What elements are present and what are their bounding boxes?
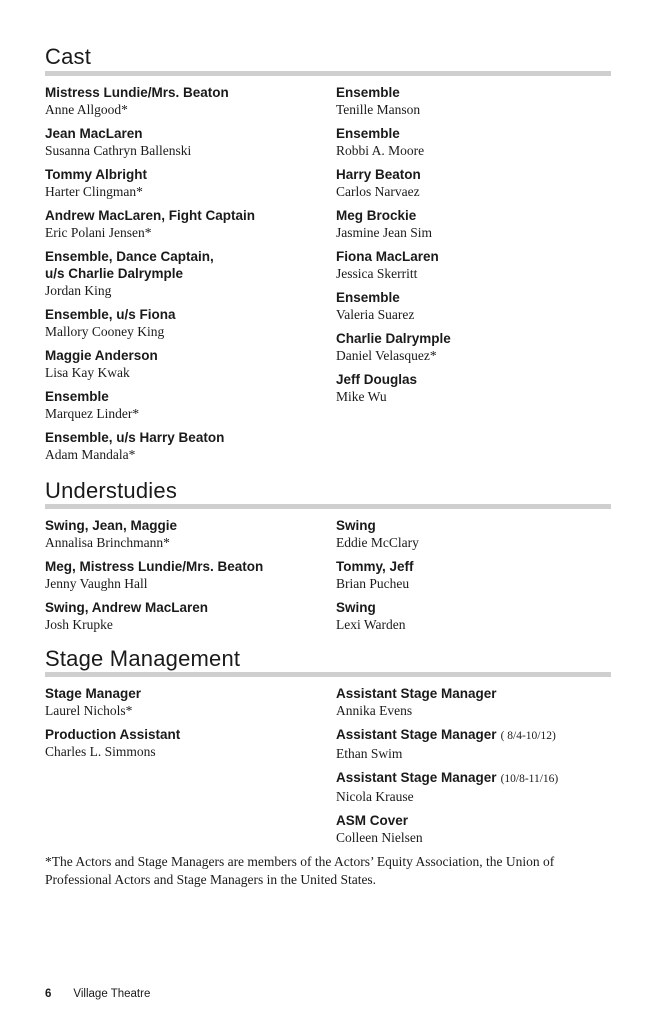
crew-name: Charles L. Simmons [45, 744, 156, 759]
cast-entry [45, 166, 325, 200]
role-label-continued: u/s Charlie Dalrymple [45, 266, 184, 281]
cast-entry [336, 330, 616, 364]
role-label: Ensemble, u/s Harry Beaton [45, 430, 225, 445]
performer-name: Valeria Suarez [336, 307, 415, 322]
section-title-cast: Cast [45, 44, 92, 69]
page-number: 6 [45, 988, 52, 1000]
performer-name: Carlos Narvaez [336, 184, 420, 199]
role-label: Ensemble, Dance Captain, [45, 249, 214, 264]
performer-name: Marquez Linder* [45, 406, 140, 421]
cast-entry [45, 388, 325, 422]
crew-entry [336, 726, 616, 762]
crew-entry [336, 812, 616, 846]
crew-name: Colleen Nielsen [336, 830, 423, 845]
cast-entry [45, 306, 325, 340]
performer-name: Jasmine Jean Sim [336, 225, 432, 240]
understudy-entry [336, 558, 616, 592]
crew-name: Laurel Nichols* [45, 703, 133, 718]
performer-name: Jenny Vaughn Hall [45, 576, 148, 591]
performer-name: Eddie McClary [336, 535, 419, 550]
role-label [336, 726, 616, 745]
performer-name: Susanna Cathryn Ballenski [45, 143, 192, 158]
role-label: Meg Brockie [336, 208, 417, 223]
cast-entry [45, 347, 325, 381]
performer-name: Jessica Skerritt [336, 266, 418, 281]
performer-name: Josh Krupke [45, 617, 113, 632]
understudies-left-column [45, 517, 325, 640]
understudies-right-column [336, 517, 616, 640]
role-label: Ensemble [336, 85, 400, 100]
performer-name: Lexi Warden [336, 617, 406, 632]
performer-name: Anne Allgood* [45, 102, 128, 117]
understudy-entry [45, 558, 325, 592]
cast-entry [336, 166, 616, 200]
cast-entry [45, 84, 325, 118]
performer-name: Mallory Cooney King [45, 324, 165, 339]
crew-entry [336, 769, 616, 805]
performer-name: Robbi A. Moore [336, 143, 425, 158]
cast-entry [336, 289, 616, 323]
publication-name: Village Theatre [73, 988, 151, 1000]
role-label: Ensemble [336, 126, 400, 141]
date-range-note: (10/8-11/16) [500, 773, 559, 785]
role-label: Swing, Jean, Maggie [45, 518, 178, 533]
performer-name: Brian Pucheu [336, 576, 410, 591]
role-label: Ensemble, u/s Fiona [45, 307, 176, 322]
cast-entry [45, 429, 325, 463]
understudy-entry [45, 599, 325, 633]
role-label: Jean MacLaren [45, 126, 143, 141]
role-label: ASM Cover [336, 813, 409, 828]
role-label: Andrew MacLaren, Fight Captain [45, 208, 256, 223]
performer-name: Mike Wu [336, 389, 387, 404]
section-title-stage-management: Stage Management [45, 646, 241, 671]
crew-entry [45, 726, 325, 760]
role-label: Swing, Andrew MacLaren [45, 600, 209, 615]
cast-entry [336, 84, 616, 118]
cast-entry [336, 371, 616, 405]
role-label: Swing [336, 518, 376, 533]
understudy-entry [336, 599, 616, 633]
performer-name: Harter Clingman* [45, 184, 143, 199]
cast-entry [45, 207, 325, 241]
performer-name: Jordan King [45, 283, 112, 298]
cast-left-column [45, 84, 325, 470]
equity-footnote: *The Actors and Stage Managers are members of the Actors’ Equity Association, the Union of Professional Actors and Stage Managers in the United States. [45, 854, 555, 887]
crew-name: Nicola Krause [336, 789, 414, 804]
crew-name: Annika Evens [336, 703, 413, 718]
performer-name: Adam Mandala* [45, 447, 136, 462]
date-range-note: ( 8/4-10/12) [500, 730, 556, 742]
role-label: Tommy, Jeff [336, 559, 414, 574]
role-label: Production Assistant [45, 727, 181, 742]
role-label: Fiona MacLaren [336, 249, 439, 264]
crew-name: Ethan Swim [336, 746, 403, 761]
section-divider [45, 672, 611, 677]
role-label: Ensemble [336, 290, 400, 305]
section-title-understudies: Understudies [45, 478, 178, 503]
understudy-entry [336, 517, 616, 551]
cast-entry [45, 125, 325, 159]
stage-management-left-column [45, 685, 325, 767]
cast-entry [336, 125, 616, 159]
role-label: Jeff Douglas [336, 372, 418, 387]
cast-entry [45, 248, 325, 299]
role-label: Ensemble [45, 389, 109, 404]
page-footer [45, 988, 150, 1000]
role-label: Meg, Mistress Lundie/Mrs. Beaton [45, 559, 264, 574]
performer-name: Annalisa Brinchmann* [45, 535, 170, 550]
role-label: Swing [336, 600, 376, 615]
crew-entry [45, 685, 325, 719]
cast-entry [336, 207, 616, 241]
role-label [336, 769, 616, 788]
cast-right-column [336, 84, 616, 412]
role-label: Harry Beaton [336, 167, 421, 182]
section-divider [45, 71, 611, 76]
role-label: Assistant Stage Manager [336, 686, 497, 701]
stage-management-right-column [336, 685, 616, 853]
crew-entry [336, 685, 616, 719]
role-label: Tommy Albright [45, 167, 147, 182]
section-divider [45, 504, 611, 509]
performer-name: Eric Polani Jensen* [45, 225, 152, 240]
performer-name: Lisa Kay Kwak [45, 365, 130, 380]
role-label: Charlie Dalrymple [336, 331, 451, 346]
cast-entry [336, 248, 616, 282]
role-label: Maggie Anderson [45, 348, 158, 363]
role-text: Assistant Stage Manager [336, 770, 497, 785]
performer-name: Daniel Velasquez* [336, 348, 437, 363]
performer-name: Tenille Manson [336, 102, 421, 117]
role-label: Mistress Lundie/Mrs. Beaton [45, 85, 229, 100]
understudy-entry [45, 517, 325, 551]
role-text: Assistant Stage Manager [336, 727, 497, 742]
role-label: Stage Manager [45, 686, 142, 701]
